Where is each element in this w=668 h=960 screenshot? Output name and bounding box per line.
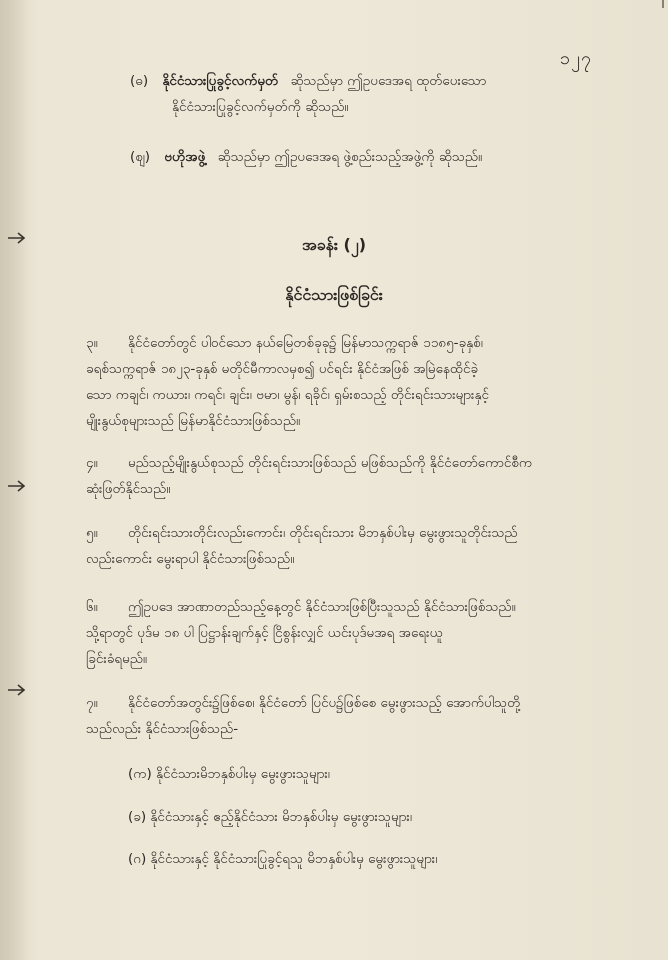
- section-3: [86, 330, 489, 434]
- definition-term: နိုင်ငံသားပြုခွင့်လက်မှတ်: [162, 73, 279, 89]
- section-line: နိုင်ငံတော်အတွင်း၌ဖြစ်စေ၊ နိုင်ငံတော် ပြင်ပ၌ဖြစ်စေ မွေးဖွားသည့် အောက်ပါသူတို့: [128, 695, 521, 711]
- section-line: ဆုံးဖြတ်နိုင်သည်။: [86, 481, 171, 497]
- section-line: ခရစ်သက္ကရာဇ် ၁၈၂၃-ခုနှစ် မတိုင်မီကာလမှစ၍ ပင်ရင်း နိုင်ငံအဖြစ် အမြဲနေထိုင်ခဲ့: [86, 361, 479, 377]
- section-number: ၄။: [86, 455, 98, 471]
- definition-text: ဆိုသည်မှာ ဤဥပဒေအရ ထုတ်ပေးသော: [290, 73, 487, 89]
- section-4: [86, 450, 532, 502]
- section-number: ၇။: [86, 695, 98, 711]
- section-line: တိုင်းရင်းသားတိုင်းလည်းကောင်း၊ တိုင်းရင်းသား မိဘနှစ်ပါးမှ မွေးဖွားသူတိုင်းသည်: [128, 525, 518, 541]
- definition-text: ဆိုသည်မှာ ဤဥပဒေအရ ဖွဲ့စည်းသည့်အဖွဲ့ကို ဆိုသည်။: [217, 149, 483, 165]
- list-item: (ခ) နိုင်ငံသားနှင့် ဧည့်နိုင်ငံသား မိဘနှစ်ပါးမှ မွေးဖွားသူများ၊: [128, 809, 412, 825]
- definition-marker: (ဓ): [130, 73, 149, 89]
- section-number: ၅။: [86, 525, 98, 541]
- section-line: မည်သည့်မျိုးနွယ်စုသည် တိုင်းရင်းသားဖြစ်သည် မဖြစ်သည်ကို နိုင်ငံတော်ကောင်စီက: [128, 455, 533, 471]
- section-number: ၆။: [86, 599, 98, 615]
- section-line: လည်းကောင်း မွေးရာပါ နိုင်ငံသားဖြစ်သည်။: [86, 551, 295, 567]
- section-line: သည်လည်း နိုင်ငံသားဖြစ်သည်-: [86, 721, 239, 737]
- binder-hole-mark: [6, 684, 28, 696]
- section-line: မျိုးနွယ်စုများသည် မြန်မာနိုင်ငံသားဖြစ်သည်။: [86, 413, 301, 429]
- definition-term: ဗဟိုအဖွဲ့: [164, 149, 206, 165]
- section-5: [86, 520, 518, 572]
- section-line: သို့ရာတွင် ပုဒ်မ ၁၈ ပါ ပြဋ္ဌာန်းချက်နှင့် ငြိစွန်းလျှင် ယင်းပုဒ်မအရ အရေးယူ: [86, 625, 443, 641]
- section-line: နိုင်ငံတော်တွင် ပါဝင်သော နယ်မြေတစ်ခုခု၌ မြန်မာသက္ကရာဇ် ၁၁၈၅-ခုနှစ်၊: [128, 335, 483, 351]
- section-number: ၃။: [86, 335, 98, 351]
- section-line: သော ကချင်၊ ကယား၊ ကရင်၊ ချင်း၊ ဗမာ၊ မွန်၊ ရခိုင်၊ ရှမ်းစသည့် တိုင်းရင်းသားများနှင့်: [86, 387, 489, 403]
- page-number: ၁၂၇: [560, 48, 593, 69]
- scan-mark: [662, 0, 664, 8]
- chapter-number: အခန်း (၂): [301, 235, 367, 254]
- definition-e: [130, 72, 486, 92]
- binder-hole-mark: [6, 232, 28, 244]
- section-6: [86, 594, 516, 672]
- section-7: [86, 690, 520, 742]
- list-item: (က) နိုင်ငံသားမိဘနှစ်ပါးမှ မွေးဖွားသူများ၊: [128, 766, 330, 782]
- definition-e-line2: နိုင်ငံသားပြုခွင့်လက်မှတ်ကို ဆိုသည်။: [172, 99, 349, 115]
- section-line: ခြင်းခံရမည်။: [86, 651, 147, 667]
- binder-hole-mark: [6, 480, 28, 492]
- section-line: ဤဥပဒေ အာဏာတည်သည့်နေ့တွင် နိုင်ငံသားဖြစ်ပြီးသူသည် နိုင်ငံသားဖြစ်သည်။: [128, 599, 516, 615]
- definition-f: [130, 148, 482, 168]
- list-item: (ဂ) နိုင်ငံသားနှင့် နိုင်ငံသားပြုခွင့်ရသူ မိဘနှစ်ပါးမှ မွေးဖွားသူများ၊: [128, 851, 438, 867]
- definition-marker: (ဈ): [130, 149, 151, 165]
- chapter-title: နိုင်ငံသားဖြစ်ခြင်း: [285, 285, 383, 304]
